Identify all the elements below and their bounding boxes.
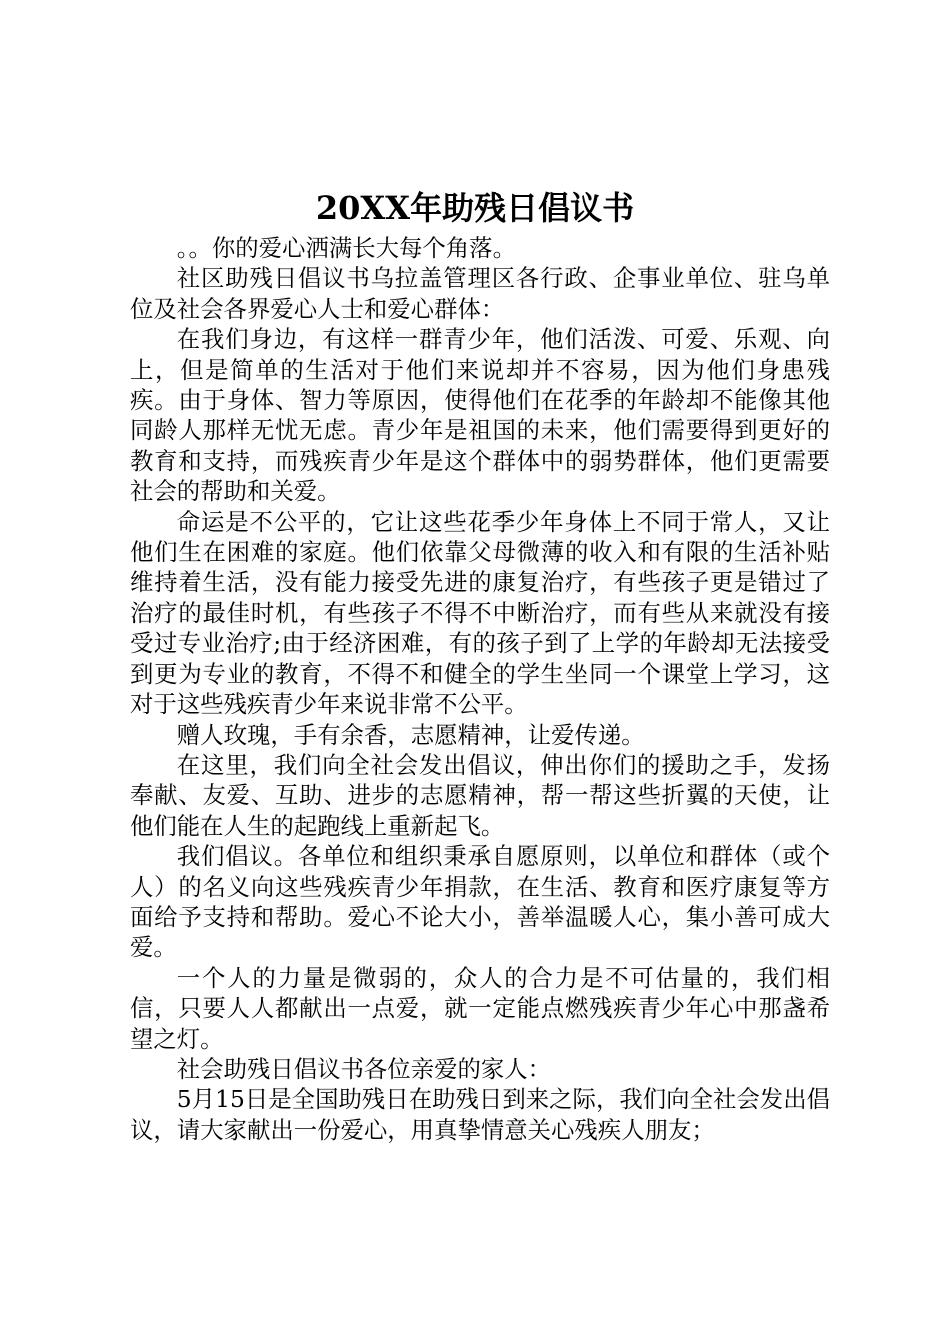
document-body	[130, 233, 830, 1145]
paragraph-8: 一个人的力量是微弱的，众人的合力是不可估量的，我们相信，只要人人都献出一点爱，就一定能点燃残疾青少年心中那盏希望之灯。	[130, 963, 830, 1053]
paragraph-7: 我们倡议。各单位和组织秉承自愿原则，以单位和群体（或个人）的名义向这些残疾青少年捐款，在生活、教育和医疗康复等方面给予支持和帮助。爱心不论大小，善举温暖人心，集小善可成大爱。	[130, 842, 830, 962]
paragraph-4: 命运是不公平的，它让这些花季少年身体上不同于常人，又让他们生在困难的家庭。他们依靠父母微薄的收入和有限的生活补贴维持着生活，没有能力接受先进的康复治疗，有些孩子更是错过了治疗的最佳时机，有些孩子不得不中断治疗，而有些从来就没有接受过专业治疗;由于经济困难，有的孩子到了上学的年龄却无法接受到更为专业的教育，不得不和健全的学生坐同一个课堂上学习，这对于这些残疾青少年来说非常不公平。	[130, 507, 830, 719]
paragraph-1: 。。你的爱心洒满长大每个角落。	[176, 234, 516, 262]
document-title: 20XX年助残日倡议书	[315, 189, 635, 227]
paragraph-5: 赠人玫瑰，手有余香，志愿精神，让爱传递。	[176, 720, 645, 749]
paragraph-3: 在我们身边，有这样一群青少年，他们活泼、可爱、乐观、向上，但是简单的生活对于他们来说却并不容易，因为他们身患残疾。由于身体、智力等原因，使得他们在花季的年龄却不能像其他同龄人那样无忧无虑。青少年是祖国的未来，他们需要得到更好的教育和支持，而残疾青少年是这个群体中的弱势群体，他们更需要社会的帮助和关爱。	[130, 325, 830, 506]
paragraph-10: 5月15日是全国助残日在助残日到来之际，我们向全社会发出倡议，请大家献出一份爱心，用真挚情意关心残疾人朋友；	[130, 1085, 830, 1144]
paragraph-9: 社会助残日倡议书各位亲爱的家人：	[176, 1054, 552, 1083]
paragraph-6: 在这里，我们向全社会发出倡议，伸出你们的援助之手，发扬奉献、友爱、互助、进步的志愿精神，帮一帮这些折翼的天使，让他们能在人生的起跑线上重新起飞。	[130, 750, 830, 840]
paragraph-2: 社区助残日倡议书乌拉盖管理区各行政、企事业单位、驻乌单位及社会各界爱心人士和爱心群体：	[130, 264, 830, 323]
